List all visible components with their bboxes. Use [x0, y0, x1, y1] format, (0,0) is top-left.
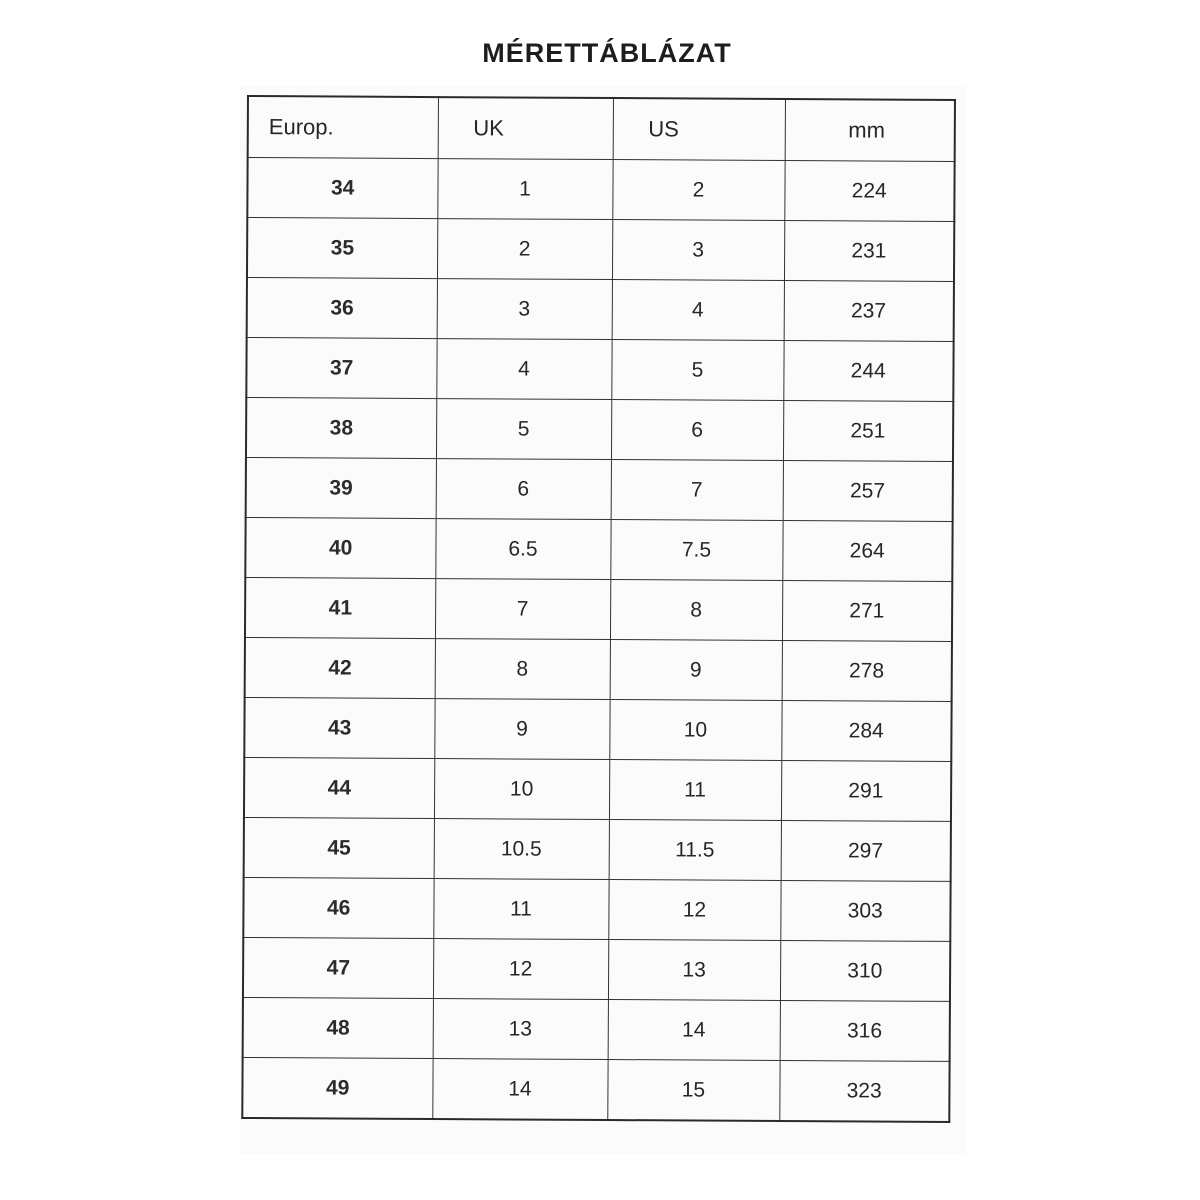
cell-mm: 297 — [781, 820, 951, 881]
cell-mm: 224 — [784, 161, 954, 222]
cell-europ: 46 — [243, 877, 433, 938]
table-row — [247, 278, 954, 342]
cell-mm: 310 — [780, 940, 950, 1001]
cell-uk: 10 — [434, 759, 609, 820]
cell-us: 6 — [611, 400, 783, 461]
table-row — [244, 757, 951, 821]
cell-uk: 14 — [432, 1059, 607, 1120]
cell-europ: 47 — [243, 937, 433, 998]
cell-mm: 291 — [781, 760, 951, 821]
cell-mm: 264 — [782, 520, 952, 581]
table-row — [244, 817, 951, 881]
cell-us: 15 — [607, 1060, 779, 1121]
table-row — [247, 218, 954, 282]
cell-us: 7 — [611, 460, 783, 521]
cell-europ: 49 — [242, 1057, 432, 1119]
cell-uk: 2 — [437, 219, 612, 280]
cell-mm: 244 — [783, 341, 953, 402]
cell-europ: 37 — [246, 338, 436, 399]
header-mm: mm — [785, 99, 955, 161]
table-row — [245, 637, 952, 701]
table-body — [242, 158, 954, 1122]
cell-uk: 6.5 — [435, 519, 610, 580]
cell-uk: 12 — [433, 939, 608, 1000]
cell-us: 12 — [608, 880, 780, 941]
size-chart-table — [241, 95, 956, 1123]
table-row — [246, 398, 953, 462]
cell-mm: 323 — [779, 1060, 949, 1121]
cell-us: 13 — [608, 940, 780, 1001]
table-row — [245, 517, 952, 581]
table-row — [246, 338, 953, 402]
table-row — [243, 877, 950, 941]
cell-europ: 35 — [247, 218, 437, 279]
cell-mm: 271 — [782, 580, 952, 641]
cell-us: 8 — [610, 580, 782, 641]
cell-europ: 39 — [246, 457, 436, 518]
cell-us: 11 — [609, 760, 781, 821]
table-row — [243, 937, 950, 1001]
cell-uk: 11 — [433, 879, 608, 940]
cell-europ: 43 — [244, 697, 434, 758]
cell-mm: 251 — [783, 401, 953, 462]
cell-europ: 42 — [245, 637, 435, 698]
cell-europ: 44 — [244, 757, 434, 818]
table-row — [242, 1057, 949, 1121]
table-row — [243, 997, 950, 1061]
cell-mm: 278 — [782, 640, 952, 701]
cell-mm: 316 — [780, 1000, 950, 1061]
cell-mm: 237 — [784, 281, 954, 342]
table-header-row — [248, 96, 955, 161]
cell-europ: 41 — [245, 577, 435, 638]
cell-us: 9 — [610, 640, 782, 701]
cell-mm: 284 — [781, 700, 951, 761]
table-row — [244, 697, 951, 761]
header-europ: Europ. — [248, 96, 438, 159]
cell-uk: 13 — [433, 999, 608, 1060]
cell-uk: 1 — [437, 159, 612, 220]
cell-europ: 38 — [246, 398, 436, 459]
cell-europ: 34 — [247, 158, 437, 219]
cell-us: 11.5 — [609, 820, 781, 881]
cell-europ: 48 — [243, 997, 433, 1058]
header-uk: UK — [438, 97, 613, 159]
cell-us: 14 — [608, 1000, 780, 1061]
cell-uk: 8 — [435, 639, 610, 700]
cell-uk: 7 — [435, 579, 610, 640]
cell-europ: 40 — [245, 517, 435, 578]
table-row — [245, 577, 952, 641]
cell-mm: 231 — [784, 221, 954, 282]
cell-europ: 36 — [247, 278, 437, 339]
cell-mm: 257 — [783, 460, 953, 521]
cell-us: 10 — [609, 700, 781, 761]
cell-us: 4 — [612, 280, 784, 341]
cell-uk: 9 — [434, 699, 609, 760]
table-row — [246, 457, 953, 521]
cell-europ: 45 — [244, 817, 434, 878]
cell-uk: 3 — [437, 279, 612, 340]
table-row — [247, 158, 954, 222]
cell-us: 3 — [612, 220, 784, 281]
cell-uk: 5 — [436, 399, 611, 460]
cell-us: 2 — [612, 160, 784, 221]
cell-us: 7.5 — [610, 520, 782, 581]
cell-us: 5 — [611, 340, 783, 401]
header-us: US — [613, 98, 785, 160]
cell-uk: 10.5 — [434, 819, 609, 880]
page-title: MÉRETTÁBLÁZAT — [482, 38, 732, 68]
cell-uk: 6 — [436, 459, 611, 520]
cell-uk: 4 — [436, 339, 611, 400]
cell-mm: 303 — [780, 880, 950, 941]
